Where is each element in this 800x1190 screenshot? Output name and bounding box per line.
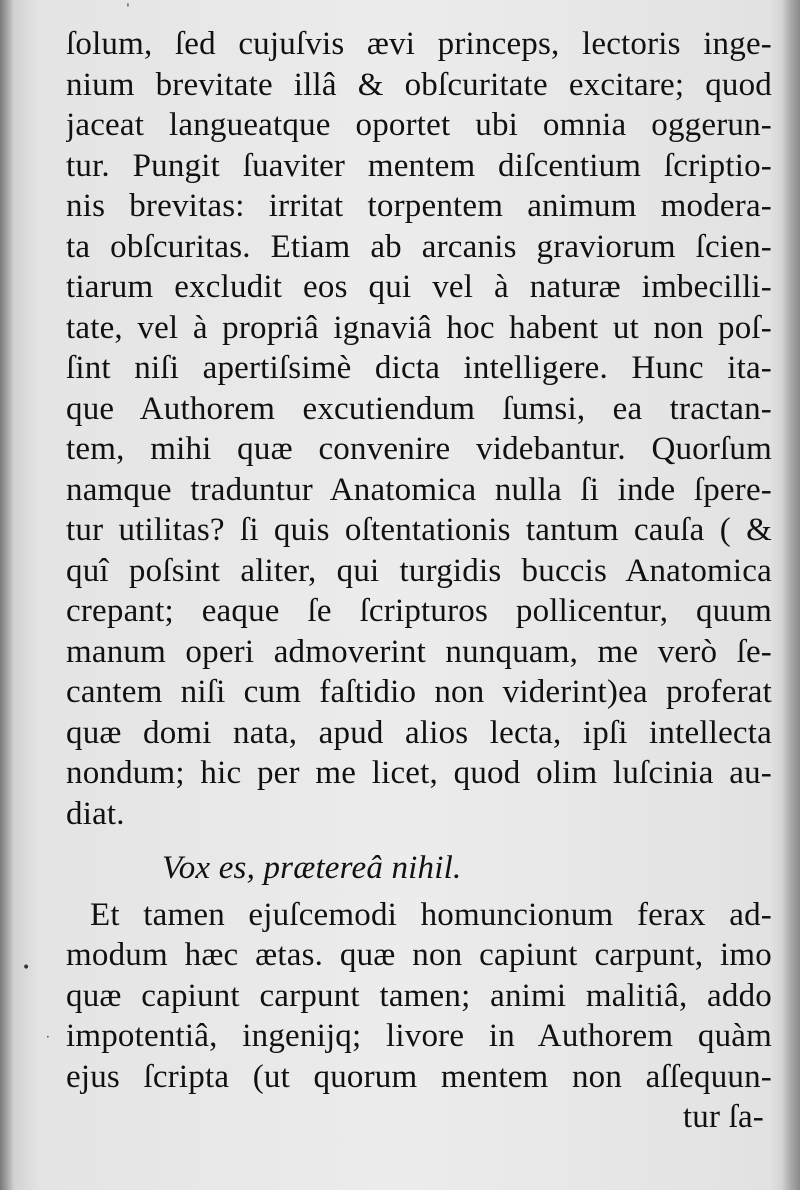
- text-line: quæ capiunt carpunt tamen; animi malitiâ, addo: [66, 977, 772, 1014]
- margin-dot-mark: •: [22, 960, 31, 976]
- text-line: quî poſsint aliter, qui turgidis buccis Anatomica: [66, 552, 772, 589]
- text-line: manum operi admoverint nunquam, me verò ſe-: [66, 633, 772, 670]
- text-line: diat.: [66, 795, 125, 832]
- margin-dot-mark: ·: [46, 1030, 50, 1044]
- text-line: nondum; hic per me licet, quod olim luſcinia au-: [66, 755, 772, 791]
- text-line: namque traduntur Anatomica nulla ſi inde ſpere-: [66, 471, 772, 508]
- text-line: modum hæc ætas. quæ non capiunt carpunt, imo: [66, 937, 772, 973]
- text-line: ſint niſi apertiſsimè dicta intelligere. Hunc ita-: [66, 350, 772, 386]
- text-line: Et tamen ejuſcemodi homuncionum ferax ad-: [90, 896, 772, 933]
- text-line: impotentiâ, ingenijq; livore in Authorem quàm: [66, 1018, 772, 1054]
- page-shadow-right: [782, 0, 800, 1190]
- text-line: crepant; eaque ſe ſcripturos pollicentur, quum: [66, 593, 772, 629]
- text-line: tur utilitas? ſi quis oſtentationis tantum cauſa ( &: [66, 512, 772, 548]
- scan-speck: ˈ: [126, 2, 130, 18]
- text-line: tem, mihi quæ convenire videbantur. Quorſum: [66, 431, 772, 467]
- text-line: tiarum excludit eos qui vel à naturæ imbecilli-: [66, 269, 772, 305]
- text-line: ta obſcuritas. Etiam ab arcanis graviorum ſcien-: [66, 228, 772, 265]
- text-line: ſolum, ſed cujuſvis ævi princeps, lectoris inge-: [66, 26, 772, 62]
- text-line: tate, vel à propriâ ignaviâ hoc habent ut non poſ-: [66, 309, 772, 346]
- text-line: quæ domi nata, apud alios lecta, ipſi intellecta: [66, 714, 772, 751]
- text-line: nium brevitate illâ & obſcuritate excitare; quod: [66, 66, 772, 103]
- page-shadow-left: [0, 0, 14, 1190]
- verse-quotation: Vox es, prætereâ nihil.: [162, 850, 462, 886]
- catchword: tur ſa-: [682, 1099, 764, 1135]
- text-line: tur. Pungit ſuaviter mentem diſcentium ſcriptio-: [66, 147, 772, 184]
- body-text: [66, 24, 772, 1138]
- text-line: que Authorem excutiendum ſumsi, ea tractan-: [66, 390, 772, 427]
- text-line: cantem niſi cum faſtidio non viderint)ea proferat: [66, 674, 772, 710]
- text-line: nis brevitas: irritat torpentem animum modera-: [66, 188, 772, 224]
- text-line: ejus ſcripta (ut quorum mentem non aſſequun-: [66, 1058, 772, 1095]
- text-line: jaceat langueatque oportet ubi omnia oggerun-: [66, 107, 772, 143]
